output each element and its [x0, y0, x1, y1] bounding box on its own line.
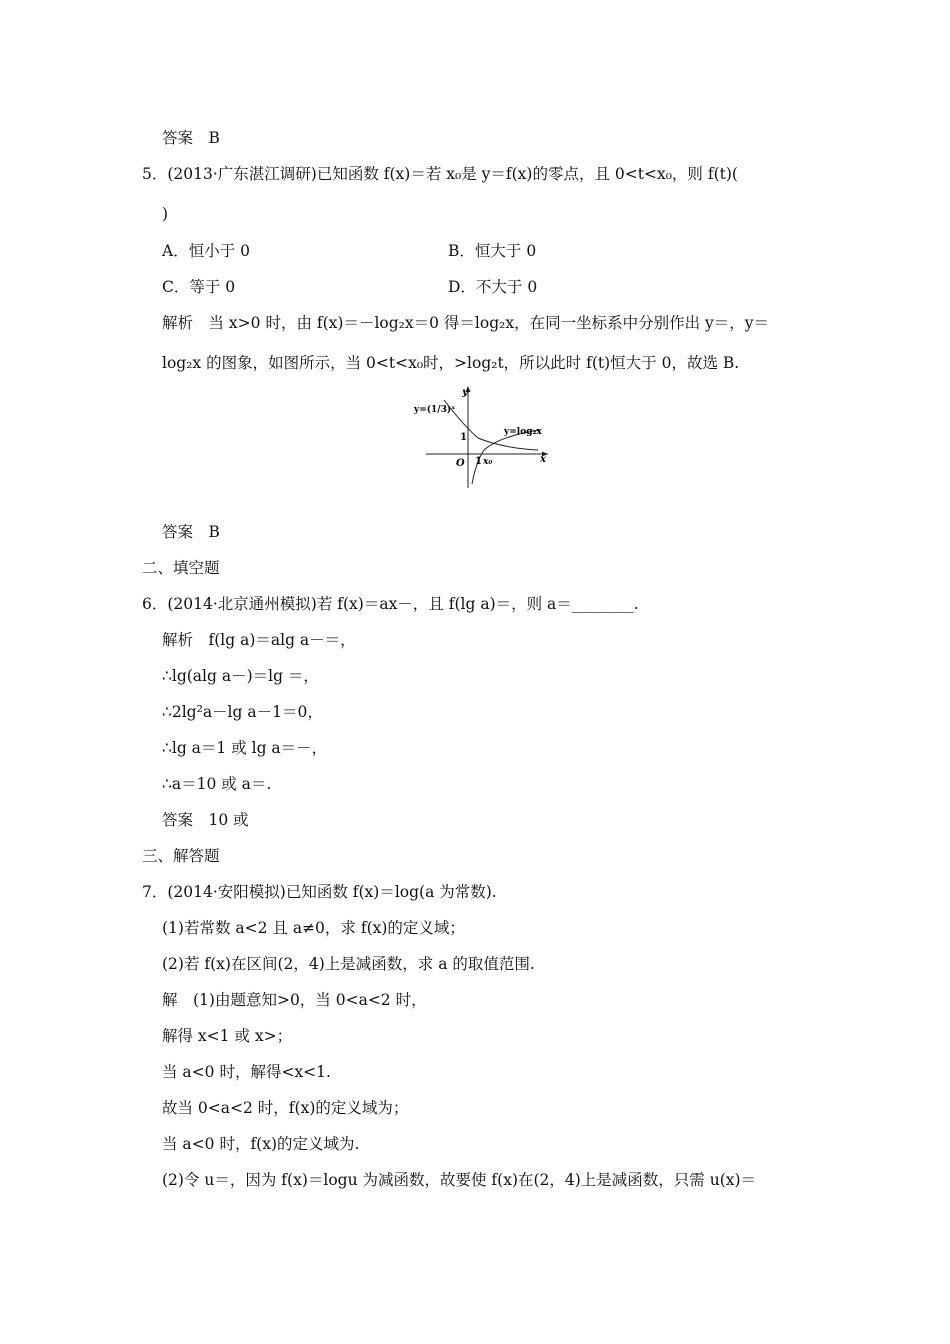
question-7-part-1: (1)若常数 a<2 且 a≠0，求 f(x)的定义域；	[162, 919, 465, 937]
solution-line: 故当 0<a<2 时，f(x)的定义域为；	[162, 1099, 409, 1117]
analysis-line: ∴a＝10 或 a＝.	[162, 775, 272, 793]
solution-line: 解 (1)由题意知>0，当 0<a<2 时，	[162, 991, 427, 1009]
y-axis-label: y	[462, 387, 468, 398]
question-6: 6．(2014·北京通州模拟)若 f(x)＝ax－，且 f(lg a)＝，则 a＝________.	[142, 595, 639, 613]
question-5-paren: )	[162, 205, 169, 223]
answer-label: 答案 B	[162, 129, 220, 147]
log-curve-label: y=log₂x	[504, 427, 542, 437]
x0-label: x₀	[483, 457, 493, 467]
analysis-line: ∴lg(alg a－)＝lg ＝，	[162, 667, 319, 685]
y-intercept-label: 1	[460, 432, 467, 443]
option-a: A．恒小于 0	[162, 242, 250, 260]
exponential-curve	[444, 400, 538, 450]
question-5: 5．(2013·广东湛江调研)已知函数 f(x)＝若 x₀是 y＝f(x)的零点，且 0<t<x₀，则 f(t)(	[142, 165, 738, 183]
analysis-line: 解析 当 x>0 时，由 f(x)＝－log₂x＝0 得＝log₂x，在同一坐标系中分别作出 y＝，y＝	[162, 314, 770, 332]
solution-line: 当 a<0 时，解得<x<1.	[162, 1063, 331, 1081]
solution-line: 解得 x<1 或 x>；	[162, 1027, 293, 1045]
analysis-line: 解析 f(lg a)＝alg a－＝，	[162, 631, 356, 649]
option-d: D．不大于 0	[448, 278, 538, 296]
question-7: 7．(2014·安阳模拟)已知函数 f(x)＝log(a 为常数).	[142, 883, 497, 901]
x-one-label: 1	[475, 456, 482, 467]
section-heading: 二、填空题	[142, 559, 220, 577]
analysis-line: log₂x 的图象，如图所示，当 0<t<x₀时，>log₂t，所以此时 f(t)恒大于 0，故选 B.	[162, 354, 740, 372]
option-b: B．恒大于 0	[448, 242, 537, 260]
solution-line: 当 a<0 时，f(x)的定义域为.	[162, 1135, 360, 1153]
answer-label: 答案 10 或	[162, 811, 249, 829]
answer-label: 答案 B	[162, 523, 220, 541]
solution-line: (2)令 u＝，因为 f(x)＝logu 为减函数，故要使 f(x)在(2，4)上是减函数，只需 u(x)＝	[162, 1171, 757, 1189]
exponential-curve-label: y=(1/3)ˣ	[414, 405, 456, 415]
x-axis-label: x	[540, 454, 546, 465]
origin-label: O	[456, 458, 465, 469]
question-7-part-2: (2)若 f(x)在区间(2，4)上是减函数，求 a 的取值范围.	[162, 955, 535, 973]
analysis-line: ∴2lg²a－lg a－1＝0，	[162, 703, 323, 721]
analysis-line: ∴lg a＝1 或 lg a＝－，	[162, 739, 328, 757]
function-graph	[412, 382, 552, 490]
option-c: C．等于 0	[162, 278, 236, 296]
section-heading: 三、解答题	[142, 847, 220, 865]
